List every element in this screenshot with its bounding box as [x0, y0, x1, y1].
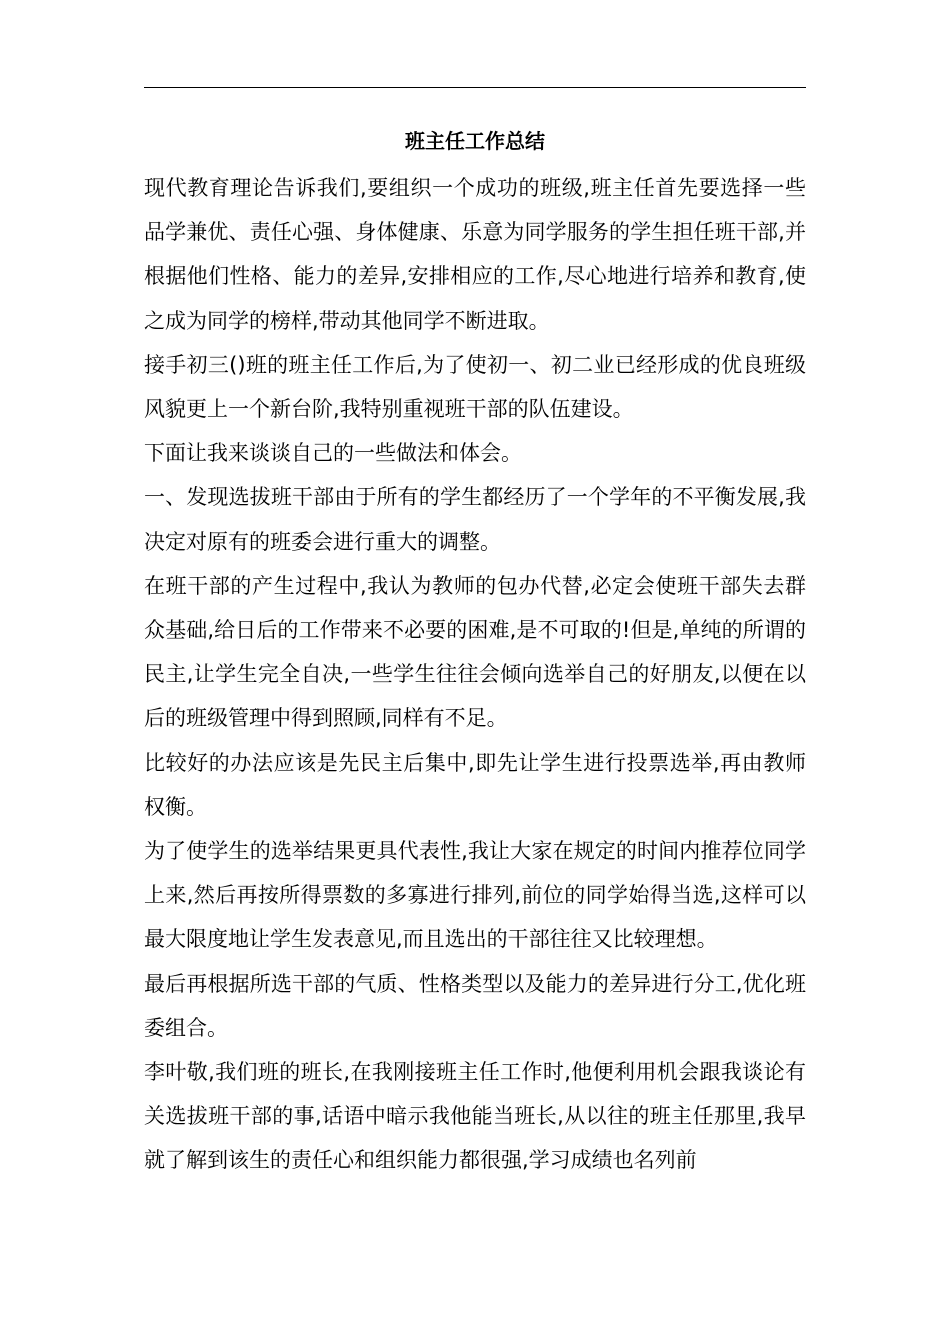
paragraph-7: 为了使学生的选举结果更具代表性,我让大家在规定的时间内推荐位同学上来,然后再按所得票数的多寡进行排列,前位的同学始得当选,这样可以最大限度地让学生发表意见,而且选出的干部往往又比较理想。 — [144, 839, 806, 952]
paragraph-3: 下面让我来谈谈自己的一些做法和体会。 — [144, 441, 522, 466]
document-title: 班主任工作总结 — [405, 129, 545, 153]
header-rule — [144, 87, 806, 88]
paragraph-9: 李叶敬,我们班的班长,在我刚接班主任工作时,他便利用机会跟我谈论有关选拔班干部的事,话语中暗示我他能当班长,从以往的班主任那里,我早就了解到该生的责任心和组织能力都很强,学习成绩也名列前 — [144, 1060, 806, 1173]
document-body — [144, 166, 806, 1183]
paragraph-5: 在班干部的产生过程中,我认为教师的包办代替,必定会使班干部失去群众基础,给日后的工作带来不必要的困难,是不可取的!但是,单纯的所谓的民主,让学生完全自决,一些学生往往会倾向选举自己的好朋友,以便在以后的班级管理中得到照顾,同样有不足。 — [144, 573, 806, 731]
paragraph-4: 一、发现选拔班干部由于所有的学生都经历了一个学年的不平衡发展,我决定对原有的班委会进行重大的调整。 — [144, 485, 806, 554]
paragraph-6: 比较好的办法应该是先民主后集中,即先让学生进行投票选举,再由教师权衡。 — [144, 750, 806, 819]
paragraph-1: 现代教育理论告诉我们,要组织一个成功的班级,班主任首先要选择一些品学兼优、责任心强、身体健康、乐意为同学服务的学生担任班干部,并根据他们性格、能力的差异,安排相应的工作,尽心地进行培养和教育,使之成为同学的榜样,带动其他同学不断进取。 — [144, 176, 806, 333]
paragraph-2: 接手初三()班的班主任工作后,为了使初一、初二业已经形成的优良班级风貌更上一个新台阶,我特别重视班干部的队伍建设。 — [144, 352, 806, 422]
paragraph-8: 最后再根据所选干部的气质、性格类型以及能力的差异进行分工,优化班委组合。 — [144, 971, 806, 1040]
